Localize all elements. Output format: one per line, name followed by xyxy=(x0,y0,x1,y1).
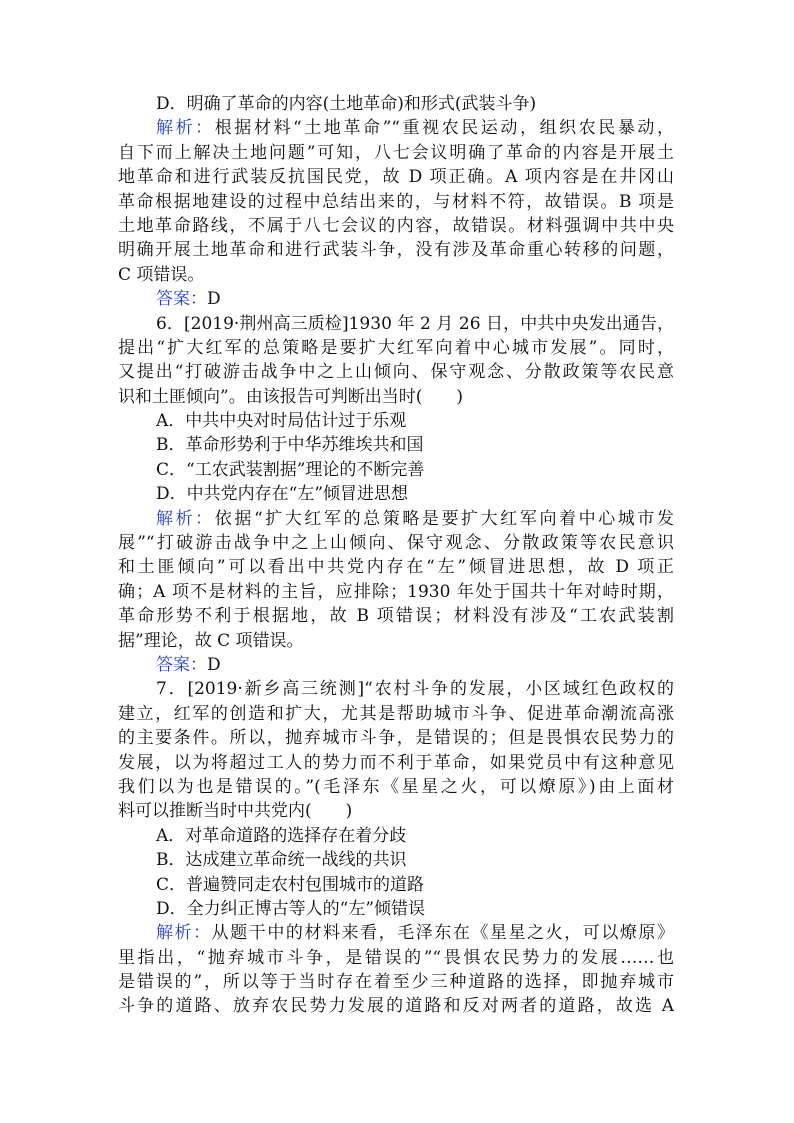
q6-analysis-label: 解析： xyxy=(156,508,215,529)
q5-answer-value: D xyxy=(207,289,221,310)
q7-stem-line: 7．[2019·新乡高三统测]“农村斗争的发展，小区域红色政权的 xyxy=(156,679,674,700)
q7-analysis-line: 斗争的道路、放弃农民势力发展的道路和反对两者的道路，故选 A xyxy=(118,996,674,1017)
q6-stem-line: 提出“扩大红军的总策略是要扩大红军向着中心城市发展”。同时， xyxy=(118,337,674,358)
q7-stem-line: 的主要条件。所以，抛弃城市斗争，是错误的；但是畏惧农民势力的 xyxy=(118,728,674,749)
q7-analysis-first-line: 解析：从题干中的材料来看，毛泽东在《星星之火，可以燎原》 xyxy=(156,923,675,944)
q5-analysis-line: 自下而上解决土地问题”可知，八七会议明确了革命的内容是开展土 xyxy=(118,142,674,163)
q7-option-c: C．普遍赞同走农村包围城市的道路 xyxy=(156,874,425,895)
q6-option-a: A．中共中央对时局估计过于乐观 xyxy=(156,411,407,432)
q7-analysis-label: 解析： xyxy=(156,923,212,944)
q7-option-a: A．对革命道路的选择存在着分歧 xyxy=(156,825,407,846)
q6-answer-label: 答案： xyxy=(156,654,207,675)
q6-analysis-line: 和土匪倾向”可以看出中共党内存在“左”倾冒进思想，故 D 项正 xyxy=(118,557,674,578)
q5-analysis-line: 明确开展土地革命和进行武装斗争，没有涉及革命重心转移的问题， xyxy=(118,240,674,261)
q6-analysis-line: 展”“打破游击战争中之上山倾向、保守观念、分散政策等农民意识 xyxy=(118,533,674,554)
exam-page xyxy=(118,92,674,1019)
q6-analysis-line: 确；A 项不是材料的主旨，应排除；1930 年处于国共十年对峙时期， xyxy=(118,581,674,602)
q6-stem-line: 识和土匪倾向”。由该报告可判断出当时( ) xyxy=(118,386,463,407)
q6-analysis-line: 据”理论，故 C 项错误。 xyxy=(118,630,304,651)
q7-analysis-line: 里指出，“抛弃城市斗争，是错误的”“畏惧农民势力的发展……也 xyxy=(118,947,674,968)
q6-answer xyxy=(118,653,674,677)
q7-stem-line: 料可以推断当时中共党内( ) xyxy=(118,801,353,822)
q7-analysis-line: 是错误的”，所以等于当时存在着至少三种道路的选择，即抛弃城市 xyxy=(118,972,674,993)
q7-stem-line: 发展，以为将超过工人的势力而不利于革命，如果党员中有这种意见 xyxy=(118,752,674,773)
q7-option-b: B．达成建立革命统一战线的共识 xyxy=(156,850,407,871)
q7-stem-line: 建立，红军的创造和扩大，尤其是帮助城市斗争、促进革命潮流高涨 xyxy=(118,703,674,724)
q6-option-d: D．中共党内存在“左”倾冒进思想 xyxy=(156,484,409,505)
q5-analysis-line: 地革命和进行武装反抗国民党，故 D 项正确。A 项内容是在井冈山 xyxy=(118,167,674,188)
q7-stem-line: 我们以为也是错误的。”(毛泽东《星星之火，可以燎原》)由上面材 xyxy=(118,776,674,797)
q5-analysis-line: 革命根据地建设的过程中总结出来的，与材料不符，故错误。B 项是 xyxy=(118,191,674,212)
q6-option-b: B．革命形势利于中华苏维埃共和国 xyxy=(156,435,424,456)
q6-stem-line: 又提出“打破游击战争中之上山倾向、保守观念、分散政策等农民意 xyxy=(118,362,674,383)
q5-option-d: D．明确了革命的内容(土地革命)和形式(武装斗争) xyxy=(156,94,537,114)
q5-analysis-first-line: 解析：根据材料“土地革命”“重视农民运动，组织农民暴动， xyxy=(156,118,675,139)
q6-analysis-first-line: 解析：依据“扩大红军的总策略是要扩大红军向着中心城市发 xyxy=(156,508,674,529)
q7-option-d: D．全力纠正博古等人的“左”倾错误 xyxy=(156,898,426,919)
q6-analysis-line: 革命形势不利于根据地，故 B 项错误；材料没有涉及“工农武装割 xyxy=(118,606,674,627)
q6-answer-value: D xyxy=(207,654,221,675)
q5-answer-label: 答案： xyxy=(156,289,207,310)
q6-option-c: C．“工农武装割据”理论的不断完善 xyxy=(156,459,425,480)
q5-answer xyxy=(118,287,674,311)
q6-stem-line: 6．[2019·荆州高三质检]1930 年 2 月 26 日，中共中央发出通告， xyxy=(156,313,674,334)
q5-analysis-label: 解析： xyxy=(156,118,215,139)
q5-analysis-line: C 项错误。 xyxy=(118,264,205,285)
q5-analysis-line: 土地革命路线，不属于八七会议的内容，故错误。材料强调中共中央 xyxy=(118,215,674,236)
